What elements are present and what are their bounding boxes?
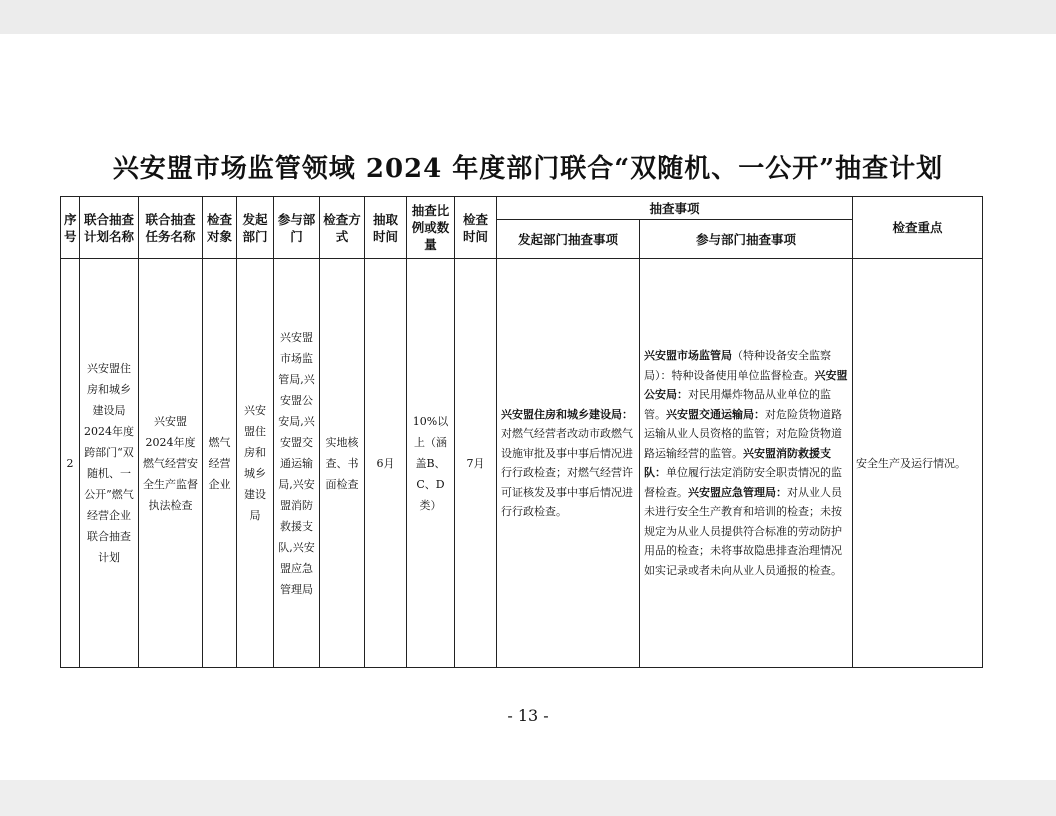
header-seq: 序号 <box>61 197 80 259</box>
cell-ratio: 10%以上（涵盖B、C、D类） <box>407 259 455 668</box>
page-number: - 13 - <box>507 706 549 725</box>
cell-target: 燃气经营企业 <box>203 259 237 668</box>
header-participants: 参与部门 <box>274 197 320 259</box>
participant-dept-name: 兴安盟消防救援支队： <box>644 446 831 479</box>
cell-focus: 安全生产及运行情况。 <box>853 259 983 668</box>
header-participant-items: 参与部门抽查事项 <box>640 220 853 259</box>
header-task-name: 联合抽查任务名称 <box>139 197 203 259</box>
plan-table-container <box>60 196 982 668</box>
cell-initiator: 兴安盟住房和城乡建设局 <box>237 259 274 668</box>
scan-margin-bottom <box>0 780 1056 816</box>
header-plan-name: 联合抽查计划名称 <box>80 197 139 259</box>
participant-dept-name: 兴安盟市场监管局 <box>644 349 732 362</box>
participant-items-text: 对从业人员未进行安全生产教育和培训的检查；未按规定为从业人员提供符合标准的劳动防护用品的检查；未将事故隐患排查治理情况如实记录或者未向从业人员通报的检查。 <box>644 485 842 577</box>
header-initiator: 发起部门 <box>237 197 274 259</box>
scan-margin-top <box>0 0 1056 34</box>
document-title: 兴安盟市场监管领域 2024 年度部门联合“双随机、一公开”抽查计划 <box>112 154 944 184</box>
header-target: 检查对象 <box>203 197 237 259</box>
cell-seq: 2 <box>61 259 80 668</box>
participant-dept-name: 兴安盟应急管理局： <box>688 485 787 499</box>
plan-table <box>60 196 983 668</box>
cell-method: 实地核查、书面检查 <box>320 259 365 668</box>
header-time: 抽取时间 <box>365 197 407 259</box>
header-items-group: 抽查事项 <box>497 197 853 220</box>
header-check-time: 检查时间 <box>455 197 497 259</box>
cell-participants: 兴安盟市场监管局,兴安盟公安局,兴安盟交通运输局,兴安盟消防救援支队,兴安盟应急管理局 <box>274 259 320 668</box>
cell-time: 6月 <box>365 259 407 668</box>
participant-items-text: （特种设备安全监察局）：特种设备使用单位监督检查。 <box>644 349 831 382</box>
cell-task-name: 兴安盟2024年度燃气经营安全生产监督执法检查 <box>139 259 203 668</box>
cell-participant-items <box>640 259 853 668</box>
participant-dept-name: 兴安盟公安局： <box>644 368 848 401</box>
cell-initiator-items <box>497 259 640 668</box>
header-row-1 <box>61 197 983 220</box>
header-method: 检查方式 <box>320 197 365 259</box>
header-ratio: 抽查比例或数量 <box>407 197 455 259</box>
participant-items-text: 单位履行法定消防安全职责情况的监督检查。 <box>644 466 842 499</box>
cell-plan-name: 兴安盟住房和城乡建设局2024年度跨部门“双随机、一公开”燃气经营企业联合抽查计划 <box>80 259 139 668</box>
participant-dept-name: 兴安盟交通运输局： <box>666 407 765 421</box>
initiator-items-text: 对燃气经营者改动市政燃气设施审批及事中事后情况进行行政检查；对燃气经营许可证核发及事中事后情况进行行政检查。 <box>501 427 633 518</box>
participant-items-text: 对民用爆炸物品从业单位的监管。 <box>644 388 831 421</box>
initiator-dept-name: 兴安盟住房和城乡建设局： <box>501 407 633 421</box>
table-row <box>61 259 983 668</box>
participant-items-text: 对危险货物道路运输从业人员资格的监管；对危险货物道路运输经营的监管。 <box>644 407 842 460</box>
header-focus: 检查重点 <box>853 197 983 259</box>
header-initiator-items: 发起部门抽查事项 <box>497 220 640 259</box>
cell-check-time: 7月 <box>455 259 497 668</box>
